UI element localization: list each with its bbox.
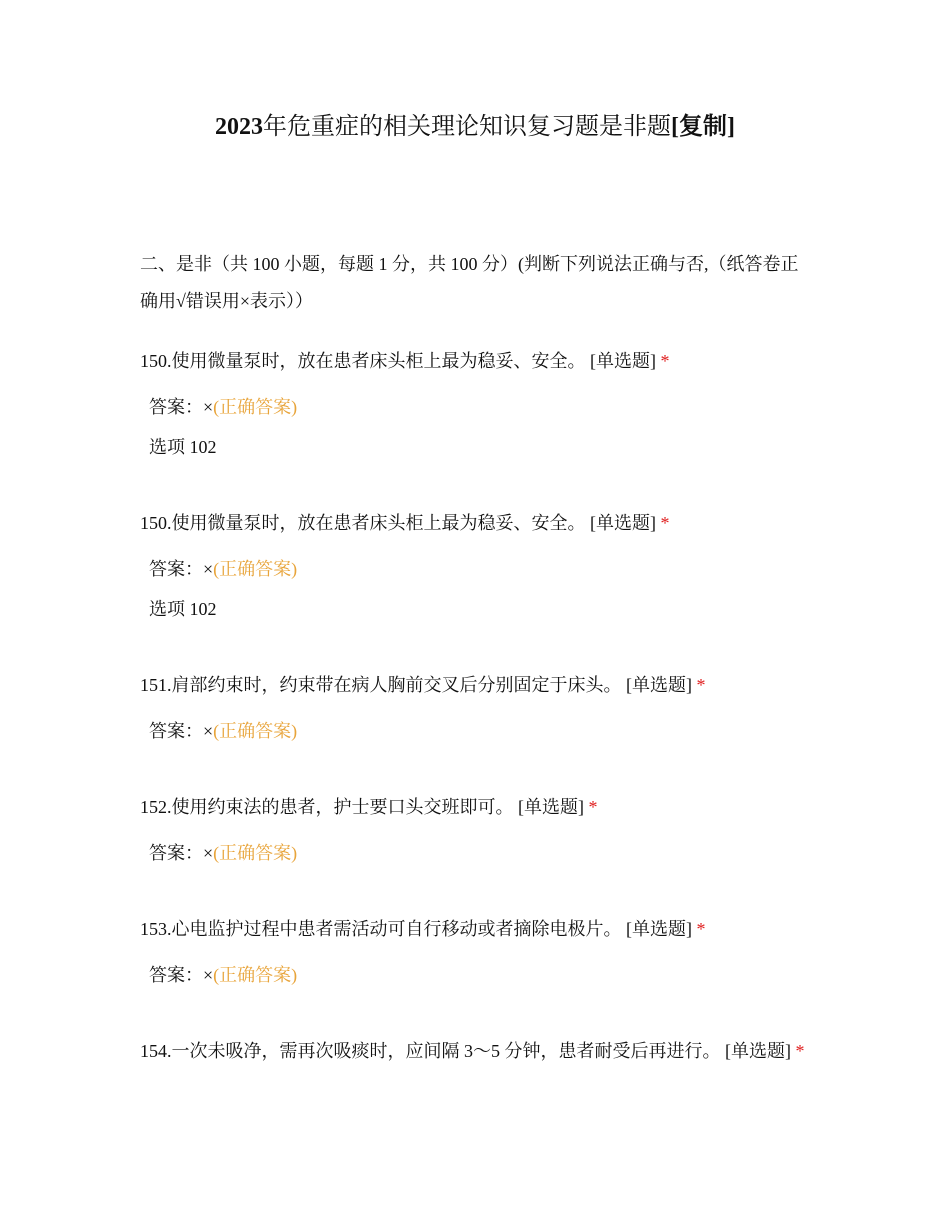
option-line: 选项 102 (149, 437, 217, 457)
question-type-tag: [单选题] (518, 797, 584, 817)
question-item (140, 911, 810, 948)
answer-value: × (203, 397, 214, 417)
document-title (0, 111, 950, 143)
correct-answer-tag: (正确答案) (213, 397, 298, 417)
question-type-tag: [单选题] (626, 919, 692, 939)
question-text: 150.使用微量泵时，放在患者床头柜上最为稳妥、安全。 (140, 351, 586, 371)
question-type-tag: [单选题] (725, 1041, 791, 1061)
correct-answer-tag: (正确答案) (213, 559, 298, 579)
question-item (140, 343, 810, 380)
correct-answer-tag: (正确答案) (213, 721, 298, 741)
answer-value: × (203, 721, 214, 741)
answer-label: 答案： (149, 721, 203, 741)
required-mark: * (696, 919, 706, 939)
correct-answer-tag: (正确答案) (213, 965, 298, 985)
title-text: 年危重症的相关理论知识复习题是非题 (263, 114, 671, 140)
answer-value: × (203, 843, 214, 863)
answer-line (149, 555, 297, 583)
correct-answer-tag: (正确答案) (213, 843, 298, 863)
answer-value: × (203, 965, 214, 985)
question-text: 150.使用微量泵时，放在患者床头柜上最为稳妥、安全。 (140, 513, 586, 533)
question-type-tag: [单选题] (590, 351, 656, 371)
required-mark: * (795, 1041, 805, 1061)
question-type-tag: [单选题] (590, 513, 656, 533)
question-text: 152.使用约束法的患者，护士要口头交班即可。 (140, 797, 514, 817)
required-mark: * (588, 797, 598, 817)
answer-label: 答案： (149, 397, 203, 417)
answer-value: × (203, 559, 214, 579)
question-text: 154.一次未吸净，需再次吸痰时，应间隔 3～5 分钟，患者耐受后再进行。 (140, 1041, 721, 1061)
question-item (140, 667, 810, 704)
required-mark: * (660, 513, 670, 533)
answer-label: 答案： (149, 843, 203, 863)
answer-line (149, 717, 297, 745)
required-mark: * (660, 351, 670, 371)
question-item (140, 505, 810, 542)
question-item (140, 1033, 810, 1070)
question-text: 151.肩部约束时，约束带在病人胸前交叉后分别固定于床头。 (140, 675, 622, 695)
question-item (140, 789, 810, 826)
answer-line (149, 393, 297, 421)
required-mark: * (696, 675, 706, 695)
question-type-tag: [单选题] (626, 675, 692, 695)
answer-line (149, 961, 297, 989)
title-year: 2023 (215, 114, 263, 140)
option-line: 选项 102 (149, 599, 217, 619)
answer-line (149, 839, 297, 867)
answer-label: 答案： (149, 965, 203, 985)
section-heading: 二、是非（共 100 小题，每题 1 分，共 100 分）(判断下列说法正确与否,（纸答卷正确用√错误用×表示）） (140, 254, 799, 311)
title-copy-tag: [复制] (671, 114, 735, 140)
answer-label: 答案： (149, 559, 203, 579)
question-text: 153.心电监护过程中患者需活动可自行移动或者摘除电极片。 (140, 919, 622, 939)
